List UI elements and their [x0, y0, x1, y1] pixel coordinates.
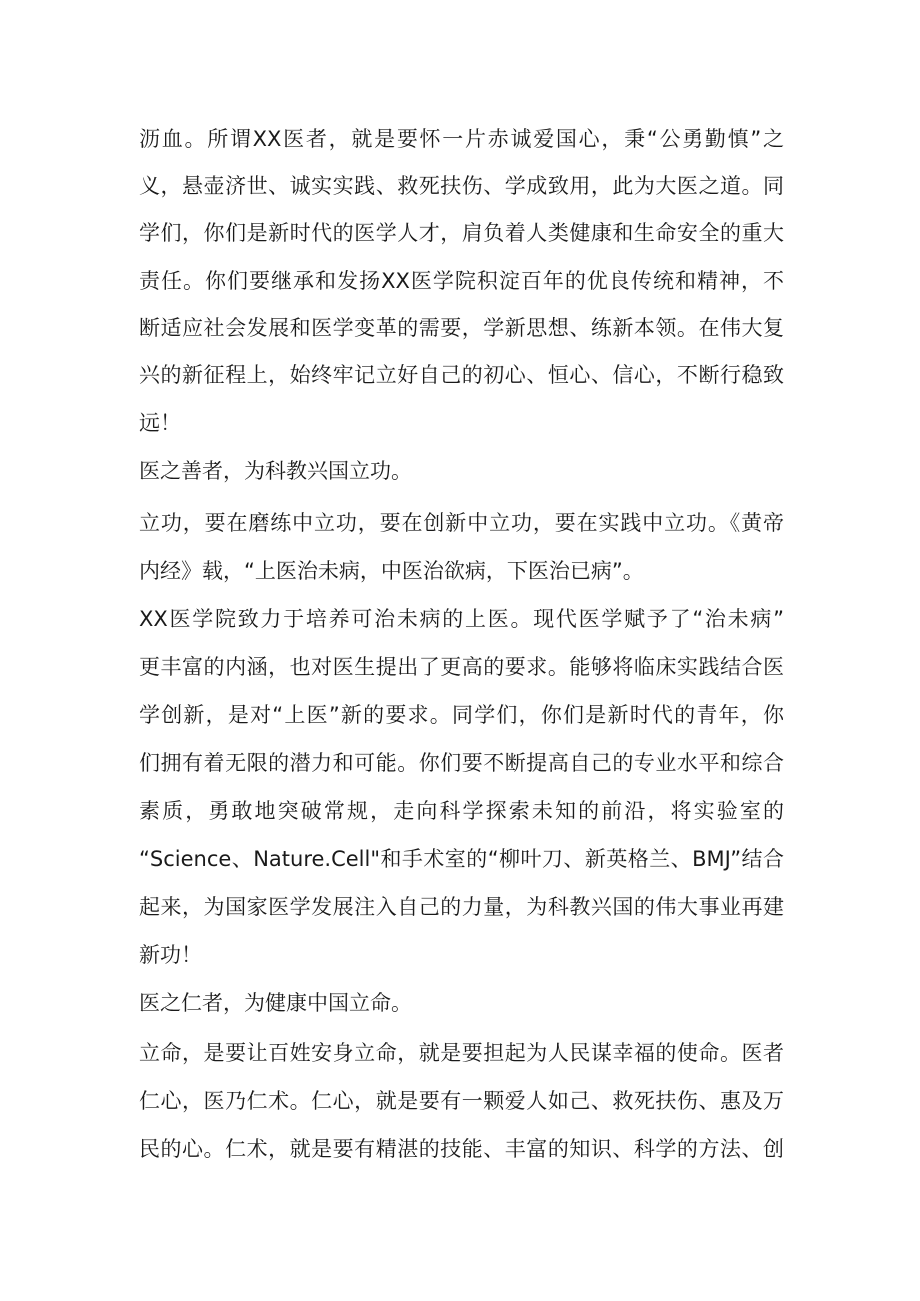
paragraph-line: 立命，是要让百姓安身立命，就是要担起为人民谋幸福的使命。医者 — [139, 1041, 784, 1065]
paragraph-line: 沥血。所谓XX医者，就是要怀一片赤诚爱国心，秉“公勇勤慎”之 — [139, 127, 784, 151]
paragraph-line: 断适应社会发展和医学变革的需要，学新思想、练新本领。在伟大复 — [139, 316, 784, 340]
paragraph-line: XX医学院致力于培养可治未病的上医。现代医学赋予了“治未病” — [139, 607, 784, 631]
paragraph-line: 新功！ — [139, 943, 202, 967]
paragraph-line: 更丰富的内涵，也对医生提出了更高的要求。能够将临床实践结合医 — [139, 655, 784, 679]
section-heading: 医之善者，为科教兴国立功。 — [139, 459, 412, 483]
paragraph-line: 学们，你们是新时代的医学人才，肩负着人类健康和生命安全的重大 — [139, 221, 784, 245]
paragraph-line: 兴的新征程上，始终牢记立好自己的初心、恒心、信心，不断行稳致 — [139, 363, 784, 387]
paragraph-line: 素质，勇敢地突破常规，走向科学探索未知的前沿，将实验室的 — [139, 799, 784, 823]
paragraph-line: “Science、Nature.Cell"和手术室的“柳叶刀、新英格兰、BMJ”结合 — [139, 847, 784, 871]
paragraph-line: 远！ — [139, 411, 181, 435]
paragraph-line: 责任。你们要继承和发扬XX医学院积淀百年的优良传统和精神，不 — [139, 269, 784, 293]
paragraph-line: 仁心，医乃仁术。仁心，就是要有一颗爱人如己、救死扶伤、惠及万 — [139, 1089, 784, 1113]
section-heading: 医之仁者，为健康中国立命。 — [139, 991, 412, 1015]
paragraph-line: 立功，要在磨练中立功，要在创新中立功，要在实践中立功。《黄帝 — [139, 511, 784, 535]
paragraph-line: 内经》载，“上医治未病，中医治欲病，下医治已病”。 — [139, 559, 644, 583]
paragraph-line: 民的心。仁术，就是要有精湛的技能、丰富的知识、科学的方法、创 — [139, 1137, 784, 1161]
paragraph-line: 们拥有着无限的潜力和可能。你们要不断提高自己的专业水平和综合 — [139, 751, 784, 775]
paragraph-line: 起来，为国家医学发展注入自己的力量，为科教兴国的伟大事业再建 — [139, 895, 784, 919]
paragraph-line: 义，悬壶济世、诚实实践、救死扶伤、学成致用，此为大医之道。同 — [139, 174, 784, 198]
paragraph-line: 学创新，是对“上医”新的要求。同学们，你们是新时代的青年，你 — [139, 703, 784, 727]
